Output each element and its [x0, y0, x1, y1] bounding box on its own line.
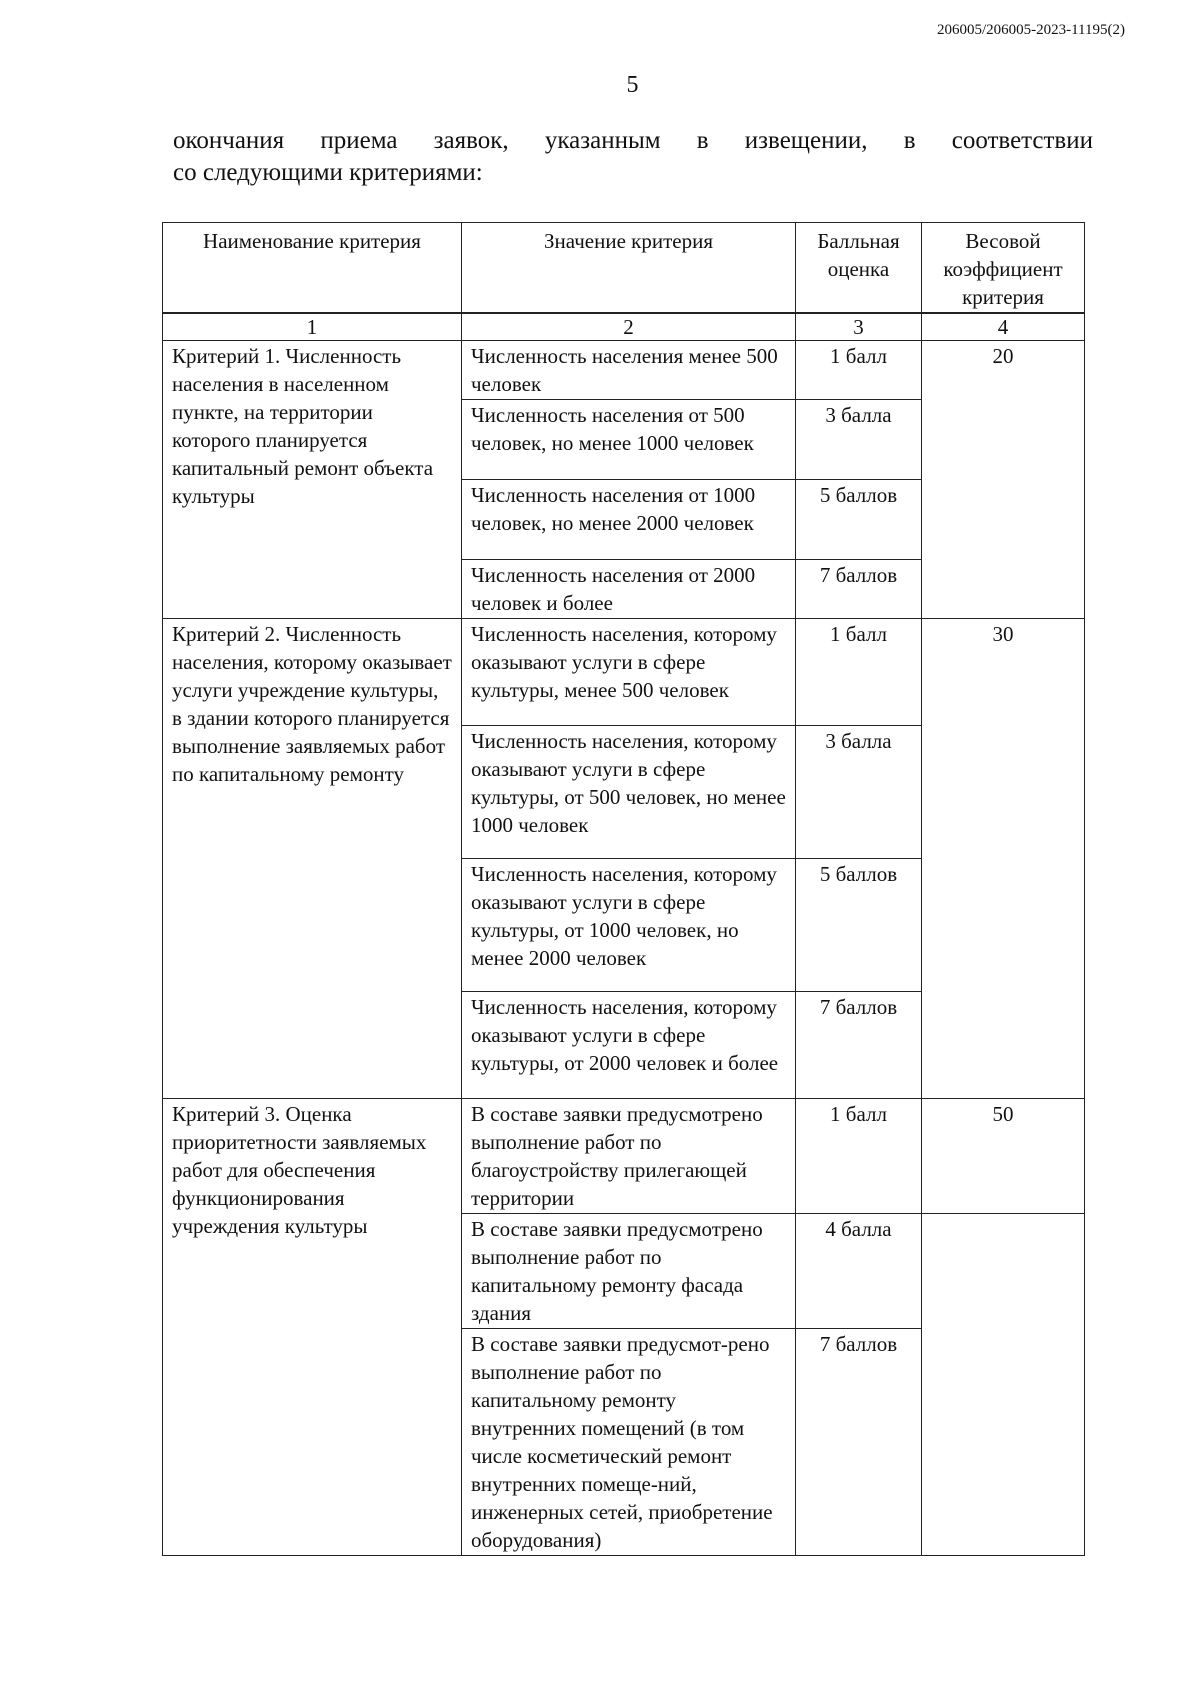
criterion-value: Численность населения, которому оказывают услуги в сфере культуры, от 2000 человек и более — [462, 992, 796, 1099]
criteria-table — [162, 313, 1085, 1556]
document-id: 206005/206005-2023-11195(2) — [936, 22, 1125, 38]
table-row — [163, 341, 1085, 400]
col-number: 1 — [163, 314, 462, 341]
header-row — [163, 223, 1085, 313]
table-row — [163, 619, 1085, 726]
score: 7 баллов — [796, 560, 922, 619]
criterion-3-weight: 50 — [922, 1099, 1085, 1214]
criterion-value: Численность населения, которому оказывают услуги в сфере культуры, от 1000 человек, но менее 2000 человек — [462, 859, 796, 992]
score: 1 балл — [796, 1099, 922, 1214]
column-number-row — [163, 314, 1085, 341]
intro-line-1: окончания приема заявок, указанным в извещении, в соответствии — [173, 127, 1093, 154]
score: 5 баллов — [796, 480, 922, 560]
criterion-value: В составе заявки предусмотрено выполнение работ по капитальному ремонту фасада здания — [462, 1214, 796, 1329]
criterion-value: В составе заявки предусмот-рено выполнение работ по капитальному ремонту внутренних помещений (в том числе косметический ремонт внутренних помеще-ний, инженерных сетей, приобретение оборудования) — [462, 1329, 796, 1556]
criterion-3-weight-blank — [922, 1214, 1085, 1556]
page-number: 5 — [626, 72, 639, 98]
header-score: Балльная оценка — [796, 223, 922, 313]
header-weight: Весовой коэффициент критерия — [922, 223, 1085, 313]
col-number: 2 — [462, 314, 796, 341]
criterion-1-weight: 20 — [922, 341, 1085, 619]
score: 1 балл — [796, 619, 922, 726]
score: 3 балла — [796, 400, 922, 480]
criterion-2-weight: 30 — [922, 619, 1085, 1099]
intro-line-2: со следующими критериями: — [173, 159, 483, 186]
criterion-1-name: Критерий 1. Численность населения в населенном пункте, на территории которого планируется капитальный ремонт объекта культуры — [163, 341, 462, 619]
score: 7 баллов — [796, 992, 922, 1099]
table-header — [162, 222, 1085, 313]
score: 3 балла — [796, 726, 922, 859]
criterion-value: Численность населения от 500 человек, но менее 1000 человек — [462, 400, 796, 480]
criterion-value: Численность населения менее 500 человек — [462, 341, 796, 400]
criterion-value: Численность населения от 1000 человек, но менее 2000 человек — [462, 480, 796, 560]
col-number: 3 — [796, 314, 922, 341]
criterion-value: Численность населения от 2000 человек и более — [462, 560, 796, 619]
criterion-2-name: Критерий 2. Численность населения, которому оказывает услуги учреждение культуры, в здании которого планируется выполнение заявляемых работ по капитальному ремонту — [163, 619, 462, 1099]
criterion-value: В составе заявки предусмотрено выполнение работ по благоустройству прилегающей территории — [462, 1099, 796, 1214]
header-criterion-value: Значение критерия — [462, 223, 796, 313]
header-criterion-name: Наименование критерия — [163, 223, 462, 313]
table-row — [163, 1099, 1085, 1214]
score: 4 балла — [796, 1214, 922, 1329]
intro-paragraph — [173, 125, 1093, 189]
score: 5 баллов — [796, 859, 922, 992]
criterion-value: Численность населения, которому оказывают услуги в сфере культуры, менее 500 человек — [462, 619, 796, 726]
criterion-3-name: Критерий 3. Оценка приоритетности заявляемых работ для обеспечения функционирования учреждения культуры — [163, 1099, 462, 1556]
score: 7 баллов — [796, 1329, 922, 1556]
score: 1 балл — [796, 341, 922, 400]
col-number: 4 — [922, 314, 1085, 341]
criterion-value: Численность населения, которому оказывают услуги в сфере культуры, от 500 человек, но менее 1000 человек — [462, 726, 796, 859]
